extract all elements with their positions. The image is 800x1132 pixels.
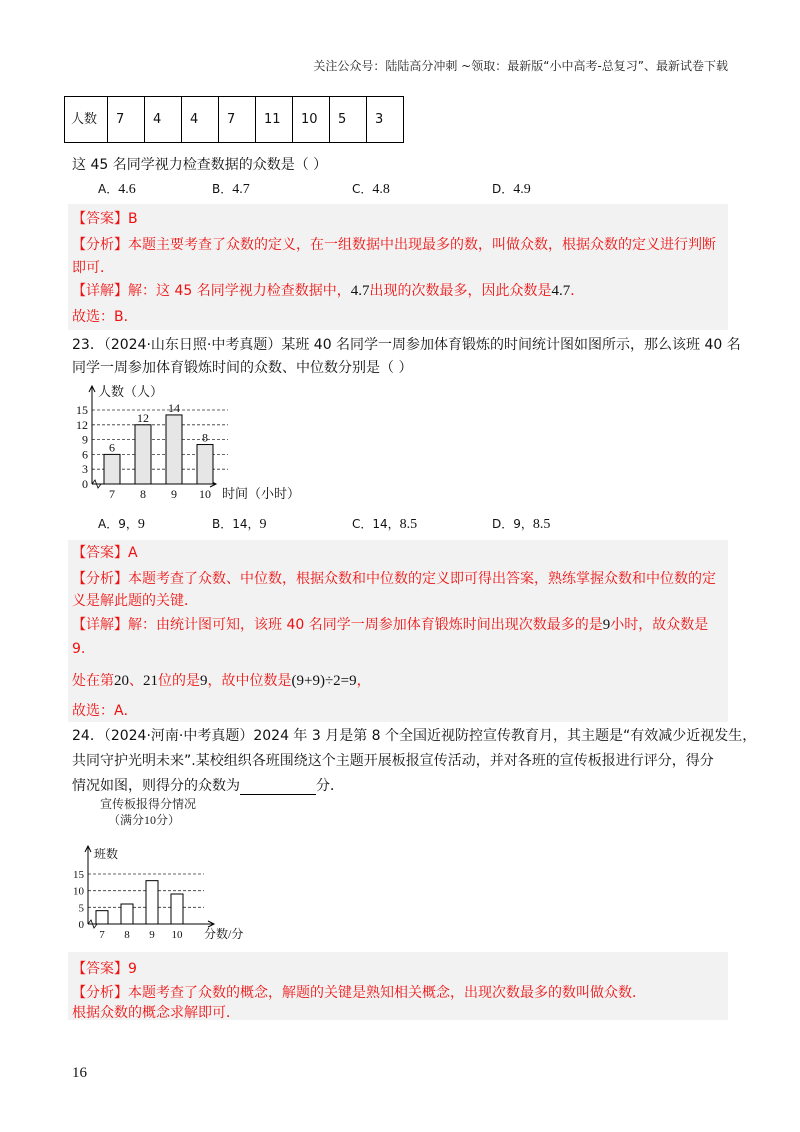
- q24-analysis-line2: 根据众数的概念求解即可．: [72, 1005, 240, 1021]
- y-tick-label: 0: [82, 477, 88, 491]
- y-tick-label: 15: [73, 869, 84, 881]
- bar-9: [146, 881, 158, 924]
- q23-answer: 【答案】A: [72, 545, 138, 561]
- bar-10: [197, 445, 213, 484]
- y-tick-label: 6: [82, 447, 88, 462]
- x-tick-label: 10: [171, 929, 183, 941]
- bar-8: [135, 425, 151, 484]
- q22-detail: 【详解】解：这 45 名同学视力检查数据中，4.7出现的次数最多，因此众数是4.7．: [72, 283, 585, 299]
- q23-detail-line2: 9.: [72, 641, 86, 657]
- page-header: 关注公众号：陆陆高分冲刺 ~领取：最新版“小中高考-总复习”、最新试卷下载: [313, 59, 728, 73]
- table-cell: 10: [293, 97, 330, 143]
- q24-question-line3: 情况如图，则得分的众数为 分．: [72, 778, 344, 794]
- q23-options: [98, 515, 738, 537]
- y-axis-label: 人数（人）: [98, 384, 164, 399]
- table-cell: 7: [219, 97, 256, 143]
- bar-7: [104, 454, 120, 484]
- table-cell: 4: [145, 97, 182, 143]
- x-tick-label: 7: [109, 487, 115, 501]
- q22-options: [98, 180, 738, 202]
- x-axis-label: 时间（小时）: [222, 486, 301, 501]
- q22-answer: 【答案】B: [72, 211, 138, 227]
- y-tick-label: 12: [76, 417, 88, 432]
- table-cell: 7: [108, 97, 145, 143]
- chart-subtitle: （满分10分）: [108, 813, 181, 827]
- q22-conclusion: 故选：B．: [72, 309, 138, 325]
- q24-analysis-line1: 【分析】本题考查了众数的概念，解题的关键是熟知相关概念，出现次数最多的数叫做众数．: [72, 985, 646, 1001]
- x-tick-label: 8: [124, 929, 130, 941]
- chart-title: 宣传板报得分情况: [100, 797, 197, 811]
- q23-option-c: C．14，8.5: [352, 517, 418, 532]
- board-score-bar-chart: [66, 796, 266, 948]
- q22-analysis-line1: 【分析】本题主要考查了众数的定义，在一组数据中出现最多的数，叫做众数，根据众数的定义进行判断: [72, 237, 716, 253]
- q22-option-a: A．4.6: [98, 182, 136, 197]
- table-cell: 3: [367, 97, 404, 143]
- q23-detail-line3: 处在第20、21位的是9，故中位数是(9+9)÷2=9，: [72, 673, 371, 689]
- answer-blank[interactable]: [240, 780, 316, 795]
- y-tick-label: 3: [82, 462, 88, 477]
- y-axis-label: 班数: [94, 847, 119, 861]
- q23-conclusion: 故选：A．: [72, 703, 138, 719]
- q24-answer: 【答案】9: [72, 961, 137, 977]
- table-cell: 5: [330, 97, 367, 143]
- table-cell: 4: [182, 97, 219, 143]
- data-label: 12: [137, 410, 149, 425]
- q23-analysis-line1: 【分析】本题考查了众数、中位数，根据众数和中位数的定义即可得出答案，熟练掌握众数和中位数的定: [72, 571, 716, 587]
- q23-option-b: B．14，9: [212, 517, 267, 532]
- table-row: [65, 97, 404, 143]
- q22-option-d: D．4.9: [492, 182, 531, 197]
- x-tick-label: 8: [140, 487, 146, 501]
- q24-answer-box: [68, 952, 728, 1020]
- table-cell: 11: [256, 97, 293, 143]
- q23-option-d: D．9，8.5: [492, 517, 551, 532]
- q23-analysis-line2: 义是解此题的关键．: [72, 593, 198, 609]
- q23-question-line2: 同学一周参加体育锻炼时间的众数、中位数分别是（ ）: [72, 360, 413, 376]
- bar-9: [166, 415, 182, 484]
- q23-detail-line1: 【详解】解：由统计图可知，该班 40 名同学一周参加体育锻炼时间出现次数最多的是9小时，故众数是: [72, 617, 709, 633]
- x-tick-label: 10: [199, 487, 211, 501]
- q23-question-line1: 23．（2024·山东日照·中考真题）某班 40 名同学一周参加体育锻炼的时间统计图如图所示，那么该班 40 名: [72, 337, 741, 353]
- bar-10: [171, 894, 183, 924]
- q22-question: 这 45 名同学视力检查数据的众数是（ ）: [72, 157, 328, 173]
- y-tick-label: 9: [82, 432, 88, 447]
- bar-7: [96, 911, 108, 924]
- q22-analysis-line2: 即可．: [72, 260, 114, 276]
- q23-answer-box: [68, 540, 728, 722]
- page-number: 16: [72, 1065, 87, 1081]
- y-tick-label: 0: [78, 919, 84, 931]
- exercise-time-bar-chart: [62, 380, 322, 506]
- x-tick-label: 7: [99, 929, 105, 941]
- y-tick-label: 10: [73, 885, 84, 898]
- bar-8: [121, 904, 133, 924]
- q22-option-b: B．4.7: [212, 182, 250, 197]
- data-label: 14: [168, 400, 180, 415]
- y-tick-label: 5: [78, 902, 84, 915]
- data-label: 8: [202, 430, 208, 445]
- q23-option-a: A．9，9: [98, 517, 145, 532]
- data-label: 6: [109, 440, 115, 455]
- table-row-head: 人数: [65, 97, 108, 143]
- q24-question-line2: 共同守护光明未来”.某校组织各班围绕这个主题开展板报宣传活动，并对各班的宣传板报进行评分，得分: [72, 753, 714, 769]
- x-tick-label: 9: [149, 929, 155, 941]
- q22-option-c: C．4.8: [352, 182, 390, 197]
- y-tick-label: 15: [76, 403, 88, 417]
- q24-question-line1: 24．（2024·河南·中考真题）2024 年 3 月是第 8 个全国近视防控宣传教育月，其主题是“有效减少近视发生，: [72, 728, 757, 744]
- q22-answer-box: [68, 204, 728, 330]
- vision-data-table: [64, 96, 404, 143]
- x-axis-label: 分数/分: [204, 927, 244, 941]
- x-tick-label: 9: [171, 487, 177, 501]
